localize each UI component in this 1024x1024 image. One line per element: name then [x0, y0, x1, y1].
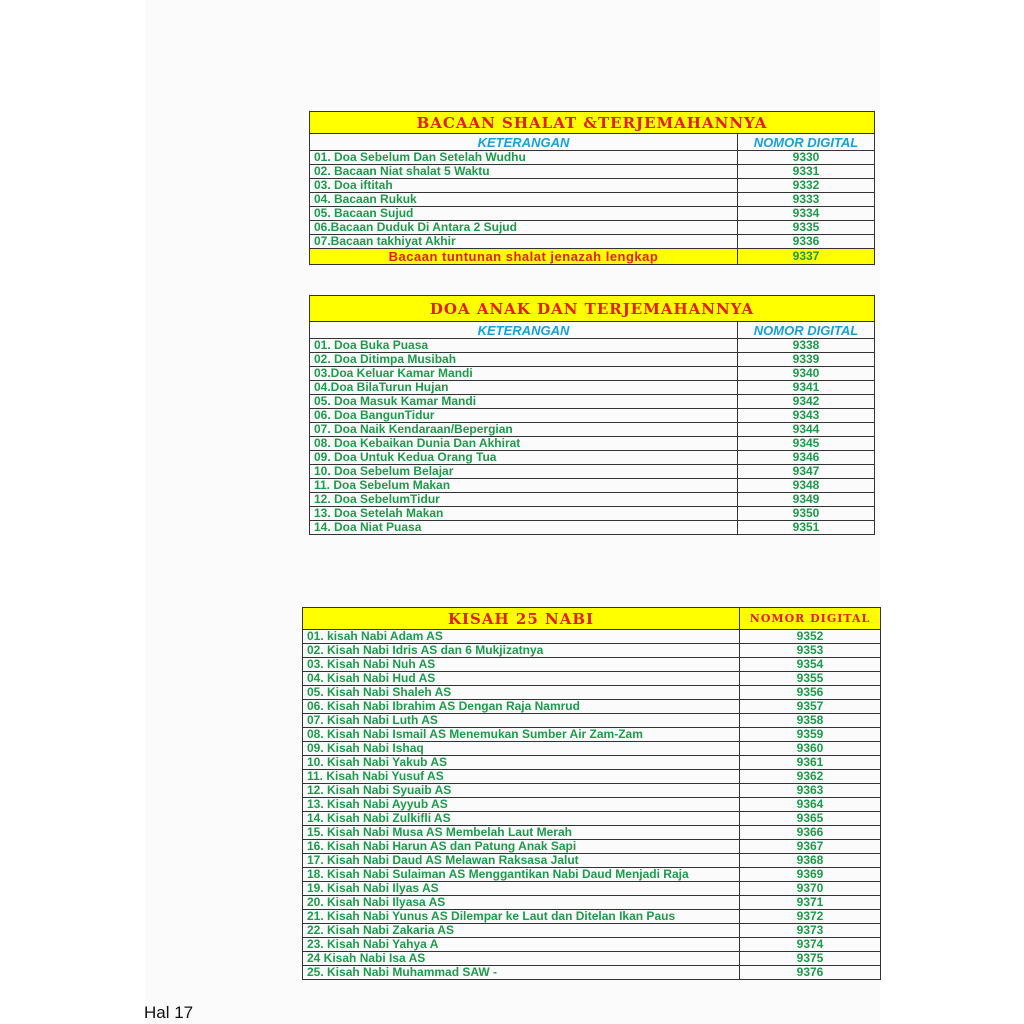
- table-row: [303, 686, 881, 700]
- row-nomor-digital: 9360: [740, 742, 881, 756]
- row-nomor-digital: 9370: [740, 882, 881, 896]
- row-nomor-digital: 9343: [738, 409, 875, 423]
- row-nomor-digital: 9361: [740, 756, 881, 770]
- row-nomor-digital: 9355: [740, 672, 881, 686]
- row-keterangan: 19. Kisah Nabi Ilyas AS: [303, 882, 740, 896]
- row-nomor-digital: 9359: [740, 728, 881, 742]
- row-nomor-digital: 9372: [740, 910, 881, 924]
- row-nomor-digital: 9351: [738, 521, 875, 535]
- table-row: [303, 840, 881, 854]
- row-nomor-digital: 9362: [740, 770, 881, 784]
- row-nomor-digital: 9358: [740, 714, 881, 728]
- table-row: [303, 784, 881, 798]
- row-keterangan: 21. Kisah Nabi Yunus AS Dilempar ke Laut dan Ditelan Ikan Paus: [303, 910, 740, 924]
- table-row: [303, 826, 881, 840]
- row-nomor-digital: 9375: [740, 952, 881, 966]
- column-header-nomor-digital: NOMOR DIGITAL: [738, 322, 875, 339]
- table-row: [303, 868, 881, 882]
- table-row: [310, 451, 875, 465]
- row-nomor-digital: 9366: [740, 826, 881, 840]
- row-keterangan: 06. Doa BangunTidur: [310, 409, 738, 423]
- row-nomor-digital: 9374: [740, 938, 881, 952]
- row-keterangan: 01. Doa Sebelum Dan Setelah Wudhu: [310, 151, 738, 165]
- row-keterangan: 01. kisah Nabi Adam AS: [303, 630, 740, 644]
- table-row: [310, 151, 875, 165]
- table-row: [310, 521, 875, 535]
- row-keterangan: 05. Bacaan Sujud: [310, 207, 738, 221]
- table-row: [310, 479, 875, 493]
- table-row: [303, 966, 881, 980]
- row-nomor-digital: 9364: [740, 798, 881, 812]
- table-row: [310, 179, 875, 193]
- table-row: [303, 700, 881, 714]
- row-nomor-digital: 9333: [738, 193, 875, 207]
- table-kisah-nabi: [302, 607, 881, 980]
- row-keterangan: 05. Kisah Nabi Shaleh AS: [303, 686, 740, 700]
- table-row: [310, 353, 875, 367]
- table-row: [310, 235, 875, 249]
- row-nomor-digital: 9335: [738, 221, 875, 235]
- table-row: [303, 812, 881, 826]
- column-header-nomor-digital: NOMOR DIGITAL: [738, 134, 875, 151]
- table-row: [303, 910, 881, 924]
- row-nomor-digital: 9373: [740, 924, 881, 938]
- row-nomor-digital: 9340: [738, 367, 875, 381]
- table-row: [310, 507, 875, 521]
- row-nomor-digital: 9365: [740, 812, 881, 826]
- row-nomor-digital: 9368: [740, 854, 881, 868]
- row-keterangan: 17. Kisah Nabi Daud AS Melawan Raksasa Jalut: [303, 854, 740, 868]
- table-row: [310, 221, 875, 235]
- row-nomor-digital: 9349: [738, 493, 875, 507]
- table-row: [310, 423, 875, 437]
- table-bacaan-shalat: [309, 111, 875, 265]
- table-doa-anak: [309, 295, 875, 535]
- row-keterangan: 02. Doa Ditimpa Musibah: [310, 353, 738, 367]
- table-title: KISAH 25 NABI: [303, 608, 740, 630]
- row-keterangan: 12. Kisah Nabi Syuaib AS: [303, 784, 740, 798]
- highlight-keterangan: Bacaan tuntunan shalat jenazah lengkap: [310, 249, 738, 265]
- row-keterangan: 14. Doa Niat Puasa: [310, 521, 738, 535]
- row-keterangan: 01. Doa Buka Puasa: [310, 339, 738, 353]
- row-nomor-digital: 9371: [740, 896, 881, 910]
- row-keterangan: 05. Doa Masuk Kamar Mandi: [310, 395, 738, 409]
- table-title-row: [303, 608, 881, 630]
- column-header-keterangan: KETERANGAN: [310, 322, 738, 339]
- row-keterangan: 22. Kisah Nabi Zakaria AS: [303, 924, 740, 938]
- row-keterangan: 03.Doa Keluar Kamar Mandi: [310, 367, 738, 381]
- row-nomor-digital: 9330: [738, 151, 875, 165]
- row-nomor-digital: 9367: [740, 840, 881, 854]
- row-keterangan: 06.Bacaan Duduk Di Antara 2 Sujud: [310, 221, 738, 235]
- row-keterangan: 03. Doa iftitah: [310, 179, 738, 193]
- page-number-label: Hal 17: [144, 1003, 194, 1022]
- table-header-row: [310, 134, 875, 151]
- row-nomor-digital: 9357: [740, 700, 881, 714]
- row-nomor-digital: 9353: [740, 644, 881, 658]
- row-nomor-digital: 9336: [738, 235, 875, 249]
- table-row: [310, 381, 875, 395]
- table-title-row: [310, 112, 875, 134]
- row-keterangan: 02. Bacaan Niat shalat 5 Waktu: [310, 165, 738, 179]
- row-nomor-digital: 9363: [740, 784, 881, 798]
- row-nomor-digital: 9352: [740, 630, 881, 644]
- table-row: [310, 165, 875, 179]
- table-row: [303, 630, 881, 644]
- table-row: [303, 672, 881, 686]
- row-keterangan: 15. Kisah Nabi Musa AS Membelah Laut Merah: [303, 826, 740, 840]
- row-keterangan: 10. Doa Sebelum Belajar: [310, 465, 738, 479]
- row-keterangan: 07. Doa Naik Kendaraan/Bepergian: [310, 423, 738, 437]
- row-nomor-digital: 9350: [738, 507, 875, 521]
- row-keterangan: 20. Kisah Nabi Ilyasa AS: [303, 896, 740, 910]
- highlight-nomor-digital: 9337: [738, 249, 875, 265]
- table-row: [303, 924, 881, 938]
- table-row: [303, 896, 881, 910]
- table-row: [303, 770, 881, 784]
- row-keterangan: 08. Kisah Nabi Ismail AS Menemukan Sumber Air Zam-Zam: [303, 728, 740, 742]
- row-keterangan: 25. Kisah Nabi Muhammad SAW -: [303, 966, 740, 980]
- table-header-row: [310, 322, 875, 339]
- table-row: [310, 395, 875, 409]
- row-keterangan: 11. Kisah Nabi Yusuf AS: [303, 770, 740, 784]
- row-keterangan: 04. Kisah Nabi Hud AS: [303, 672, 740, 686]
- row-nomor-digital: 9345: [738, 437, 875, 451]
- column-header-nomor-digital: NOMOR DIGITAL: [740, 608, 881, 630]
- table-row: [303, 714, 881, 728]
- table-row: [310, 493, 875, 507]
- table-row: [310, 339, 875, 353]
- row-nomor-digital: 9331: [738, 165, 875, 179]
- table-row: [303, 728, 881, 742]
- row-nomor-digital: 9341: [738, 381, 875, 395]
- table-row: [303, 798, 881, 812]
- table-row: [303, 756, 881, 770]
- row-nomor-digital: 9347: [738, 465, 875, 479]
- row-nomor-digital: 9348: [738, 479, 875, 493]
- row-keterangan: 24 Kisah Nabi Isa AS: [303, 952, 740, 966]
- row-keterangan: 18. Kisah Nabi Sulaiman AS Menggantikan Nabi Daud Menjadi Raja: [303, 868, 740, 882]
- table-title: BACAAN SHALAT &TERJEMAHANNYA: [310, 112, 875, 134]
- table-row: [303, 882, 881, 896]
- table-row: [310, 367, 875, 381]
- row-nomor-digital: 9354: [740, 658, 881, 672]
- table-row: [303, 742, 881, 756]
- table-row: [310, 193, 875, 207]
- row-keterangan: 16. Kisah Nabi Harun AS dan Patung Anak Sapi: [303, 840, 740, 854]
- row-keterangan: 04.Doa BilaTurun Hujan: [310, 381, 738, 395]
- table-row: [303, 952, 881, 966]
- row-keterangan: 07. Kisah Nabi Luth AS: [303, 714, 740, 728]
- row-nomor-digital: 9338: [738, 339, 875, 353]
- row-nomor-digital: 9334: [738, 207, 875, 221]
- row-keterangan: 13. Kisah Nabi Ayyub AS: [303, 798, 740, 812]
- row-keterangan: 09. Doa Untuk Kedua Orang Tua: [310, 451, 738, 465]
- table-row: [310, 207, 875, 221]
- table-row: [303, 938, 881, 952]
- row-keterangan: 06. Kisah Nabi Ibrahim AS Dengan Raja Namrud: [303, 700, 740, 714]
- row-keterangan: 07.Bacaan takhiyat Akhir: [310, 235, 738, 249]
- table-row: [303, 854, 881, 868]
- row-nomor-digital: 9356: [740, 686, 881, 700]
- row-keterangan: 03. Kisah Nabi Nuh AS: [303, 658, 740, 672]
- row-keterangan: 11. Doa Sebelum Makan: [310, 479, 738, 493]
- row-keterangan: 14. Kisah Nabi Zulkifli AS: [303, 812, 740, 826]
- table-title: DOA ANAK DAN TERJEMAHANNYA: [310, 296, 875, 322]
- table-row: [310, 437, 875, 451]
- column-header-keterangan: KETERANGAN: [310, 134, 738, 151]
- highlight-row: [310, 249, 875, 265]
- row-nomor-digital: 9332: [738, 179, 875, 193]
- row-keterangan: 23. Kisah Nabi Yahya A: [303, 938, 740, 952]
- row-keterangan: 02. Kisah Nabi Idris AS dan 6 Mukjizatnya: [303, 644, 740, 658]
- row-keterangan: 13. Doa Setelah Makan: [310, 507, 738, 521]
- table-row: [310, 465, 875, 479]
- row-nomor-digital: 9344: [738, 423, 875, 437]
- table-row: [310, 409, 875, 423]
- row-nomor-digital: 9369: [740, 868, 881, 882]
- row-nomor-digital: 9342: [738, 395, 875, 409]
- row-keterangan: 08. Doa Kebaikan Dunia Dan Akhirat: [310, 437, 738, 451]
- row-nomor-digital: 9346: [738, 451, 875, 465]
- row-nomor-digital: 9339: [738, 353, 875, 367]
- row-keterangan: 10. Kisah Nabi Yakub AS: [303, 756, 740, 770]
- table-title-row: [310, 296, 875, 322]
- row-keterangan: 04. Bacaan Rukuk: [310, 193, 738, 207]
- table-row: [303, 658, 881, 672]
- row-keterangan: 12. Doa SebelumTidur: [310, 493, 738, 507]
- table-row: [303, 644, 881, 658]
- row-keterangan: 09. Kisah Nabi Ishaq: [303, 742, 740, 756]
- row-nomor-digital: 9376: [740, 966, 881, 980]
